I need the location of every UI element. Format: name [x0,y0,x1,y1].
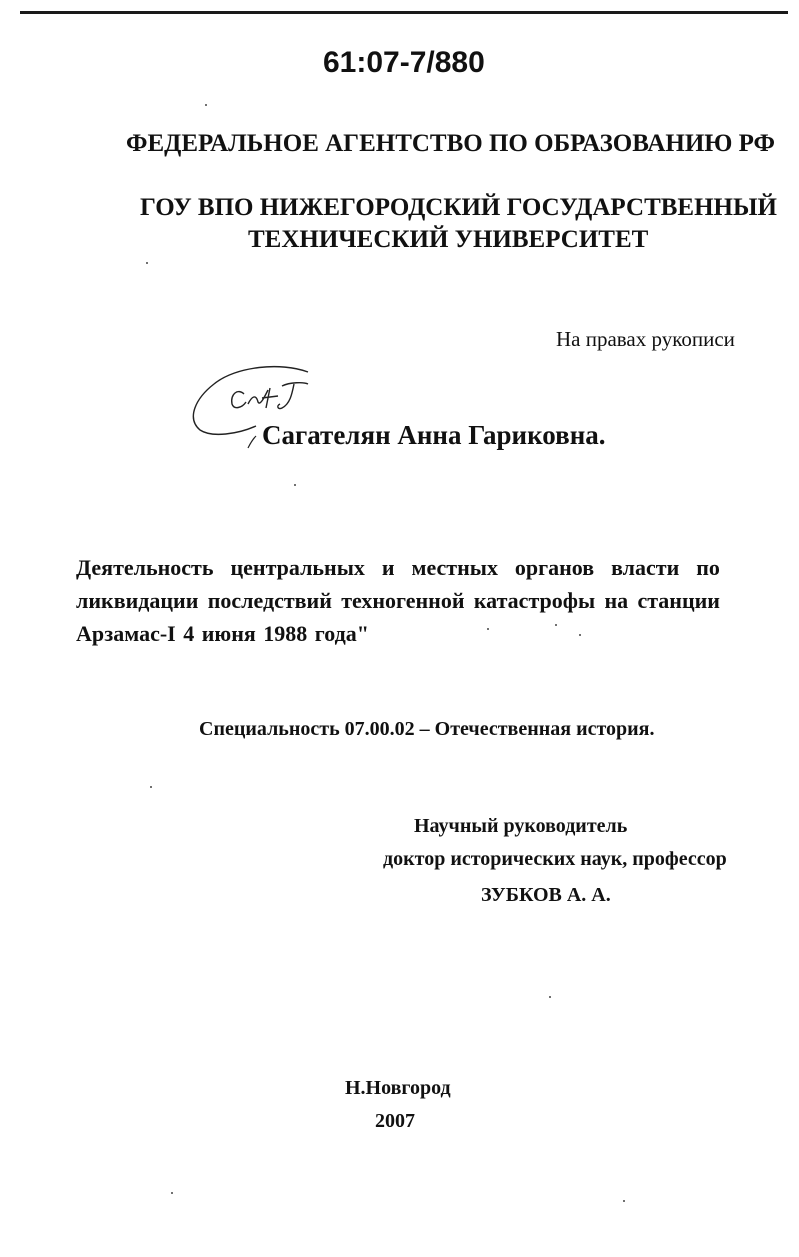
title-word: последствий [207,588,332,613]
rights-note: На правах рукописи [556,327,735,351]
advisor-title: Научный руководитель [414,815,628,837]
title-line-1 [76,551,720,584]
agency-heading: ФЕДЕРАЛЬНОЕ АГЕНТСТВО ПО ОБРАЗОВАНИЮ РФ [126,130,775,157]
scan-speck [579,634,581,636]
scan-speck [487,628,489,630]
scan-speck [294,484,296,486]
scan-speck [205,104,207,106]
scan-speck [171,1192,173,1194]
city: Н.Новгород [345,1077,451,1099]
catalog-number: 61:07-7/880 [323,46,485,79]
scan-speck [150,786,152,788]
title-word: центральных [230,555,365,580]
title-word: власти [611,555,680,580]
title-word: местных [411,555,498,580]
title-word: по [696,555,720,580]
university-heading-line1: ГОУ ВПО НИЖЕГОРОДСКИЙ ГОСУДАРСТВЕННЫЙ [140,194,777,221]
dissertation-title [76,551,720,650]
title-word: на [604,588,629,613]
title-word: техногенной [341,588,465,613]
scan-speck [549,996,551,998]
author-name: Сагателян Анна Гариковна. [262,420,606,450]
scan-speck [146,262,148,264]
title-word: Деятельность [76,555,214,580]
university-heading-line2: ТЕХНИЧЕСКИЙ УНИВЕРСИТЕТ [248,226,649,253]
title-word: станции [637,588,720,613]
title-line-3: Арзамас-I 4 июня 1988 года" [76,621,369,646]
top-rule [20,11,788,14]
title-line-2 [76,584,720,617]
title-word: катастрофы [473,588,596,613]
specialty: Специальность 07.00.02 – Отечественная история. [199,718,655,740]
title-word: ликвидации [76,588,199,613]
advisor-name: ЗУБКОВ А. А. [481,884,611,906]
scan-speck [555,624,557,626]
year: 2007 [375,1110,415,1132]
scan-speck [623,1200,625,1202]
title-word: органов [514,555,595,580]
title-word: и [381,555,395,580]
advisor-degree: доктор исторических наук, профессор [383,848,727,870]
